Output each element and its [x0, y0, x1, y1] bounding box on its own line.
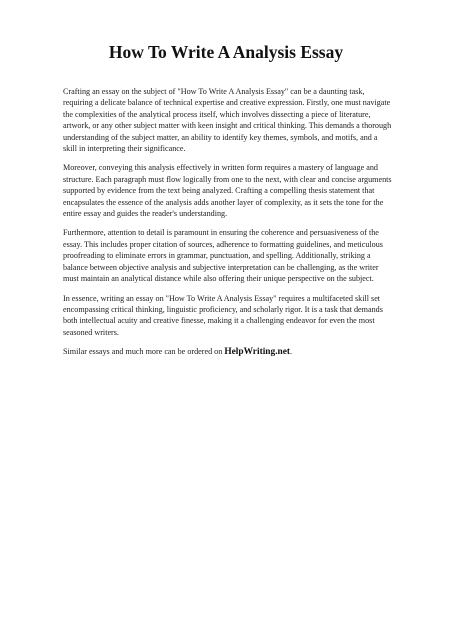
body-paragraph-1: Crafting an essay on the subject of "How To Write A Analysis Essay" can be a daunting task, requiring a delicate balance of technical expertise and creative expression. Firstly, one must navigate the complexities of the analytical process itself, which involves dissecting a piece of literature, artwork, or any other subject matter with keen insight and critical thinking. This demands a thorough understanding of the subject matter, an ability to identify key themes, symbols, and motifs, and a skill in interpreting their significance. [63, 87, 392, 154]
body-paragraph-4: In essence, writing an essay on "How To Write A Analysis Essay" requires a multifaceted skill set encompassing critical thinking, linguistic proficiency, and scholarly rigor. It is a task that demands both intellectual acuity and creative finesse, making it a challenging endeavor for even the most seasoned writers. [63, 293, 383, 337]
brand-name: HelpWriting.net [224, 347, 291, 358]
document-title: How To Write A Analysis Essay [108, 42, 344, 62]
closing-line [63, 346, 393, 358]
document-body [63, 86, 393, 367]
closing-prefix: Similar essays and much more can be ordered on [63, 347, 225, 357]
closing-suffix: . [290, 347, 293, 357]
body-paragraph-3: Furthermore, attention to detail is paramount in ensuring the coherence and persuasiveness of the essay. This includes proper citation of sources, adherence to formatting guidelines, and meticulous proofreading to eliminate errors in grammar, punctuation, and spelling. Additionally, striking a balance between objective analysis and subjective interpretation can be challenging, as the writer must maintain an analytical distance while also offering their unique perspective on the subject. [63, 228, 383, 284]
body-paragraph-2: Moreover, conveying this analysis effectively in written form requires a mastery of language and structure. Each paragraph must flow logically from one to the next, with clear and concise arguments supported by evidence from the text being analyzed. Crafting a compelling thesis statement that encapsulates the essence of the analysis adds another layer of complexity, as it sets the tone for the entire essay and guides the reader's understanding. [63, 163, 392, 219]
